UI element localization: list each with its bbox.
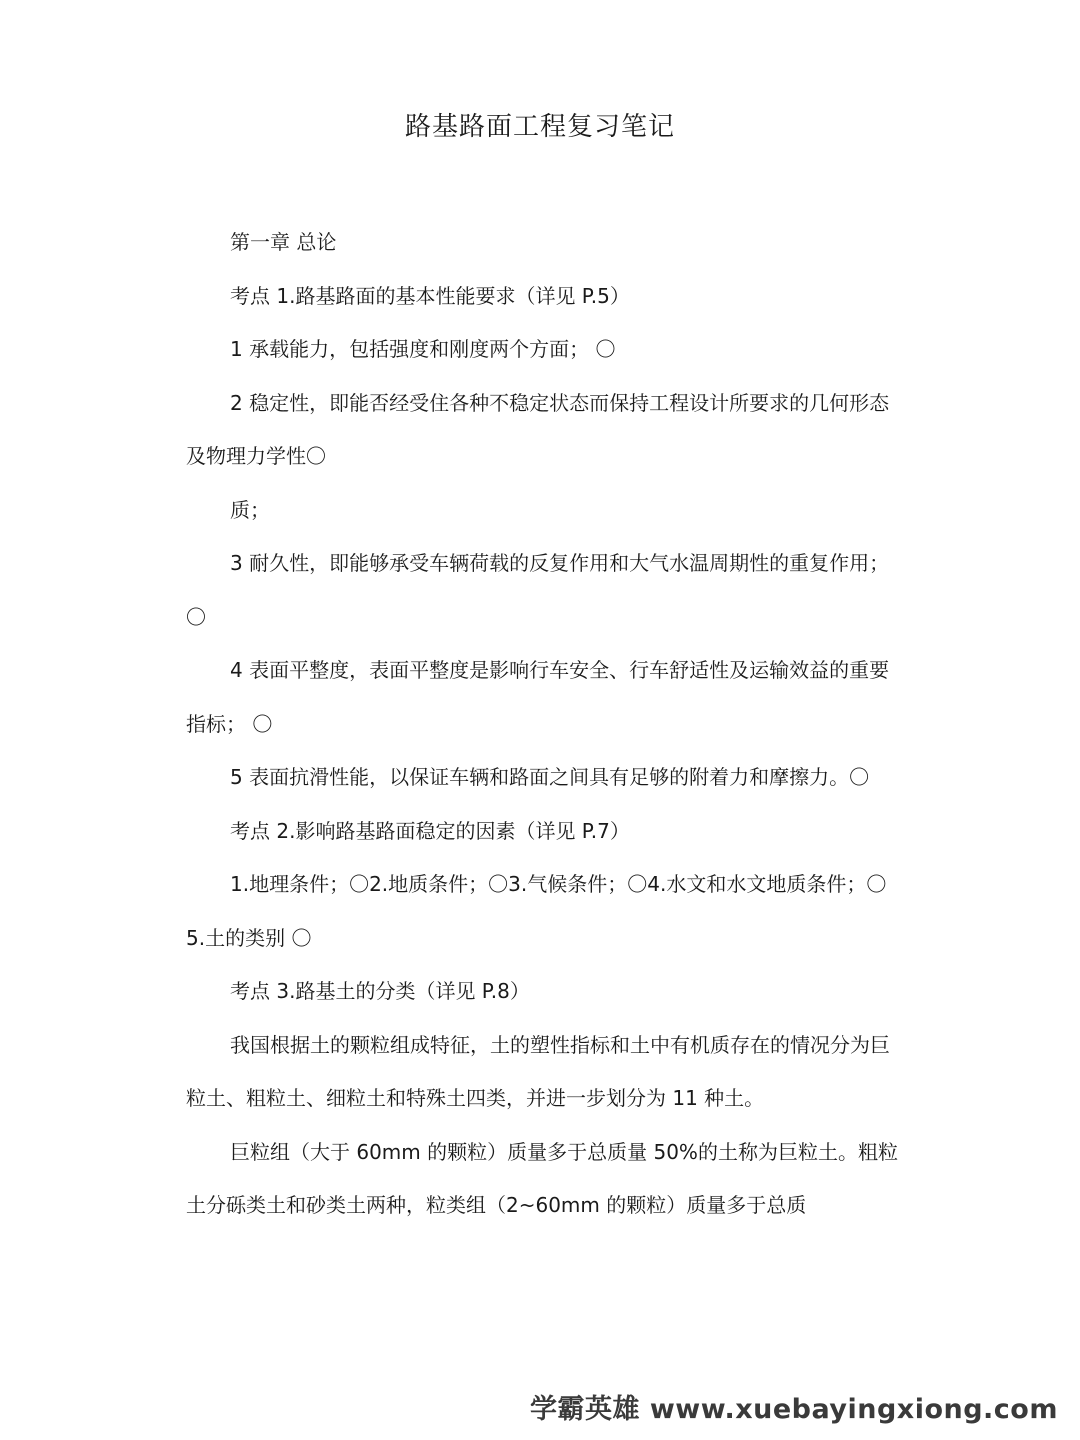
point-1-item-1: 1 承载能力，包括强度和刚度两个方面； 〇 bbox=[230, 337, 616, 361]
point-3-heading: 考点 3.路基土的分类（详见 P.8） bbox=[230, 979, 530, 1003]
point-1-item-4: 4 表面平整度，表面平整度是影响行车安全、行车舒适性及运输效益的重要指标； 〇 bbox=[186, 658, 890, 736]
site-watermark: 学霸英雄 www.xuebayingxiong.com bbox=[529, 1394, 1058, 1425]
document-body bbox=[186, 216, 898, 1233]
point-1-item-5: 5 表面抗滑性能，以保证车辆和路面之间具有足够的附着力和摩擦力。〇 bbox=[230, 765, 870, 789]
point-1-item-3: 3 耐久性，即能够承受车辆荷载的反复作用和大气水温周期性的重复作用； 〇 bbox=[186, 551, 890, 629]
point-2-items: 1.地理条件；〇2.地质条件；〇3.气候条件；〇4.水文和水文地质条件；〇5.土的类别 〇 bbox=[186, 872, 887, 950]
point-3-paragraph-2: 巨粒组（大于 60mm 的颗粒）质量多于总质量 50%的土称为巨粒土。粗粒土分砾类土和砂类土两种，粒类组（2~60mm 的颗粒）质量多于总质 bbox=[186, 1139, 898, 1217]
point-3-paragraph-1: 我国根据土的颗粒组成特征，土的塑性指标和土中有机质存在的情况分为巨粒土、粗粒土、细粒土和特殊土四类，并进一步划分为 11 种土。 bbox=[186, 1032, 890, 1110]
point-2-heading: 考点 2.影响路基路面稳定的因素（详见 P.7） bbox=[230, 818, 630, 843]
point-1-item-2-continued: 质； bbox=[230, 497, 270, 522]
document-title: 路基路面工程复习笔记 bbox=[404, 112, 675, 142]
point-1-heading: 考点 1.路基路面的基本性能要求（详见 P.5） bbox=[230, 283, 630, 308]
point-1-item-2: 2 稳定性，即能否经受住各种不稳定状态而保持工程设计所要求的几何形态及物理力学性〇 bbox=[186, 390, 890, 468]
chapter-heading: 第一章 总论 bbox=[230, 230, 337, 254]
